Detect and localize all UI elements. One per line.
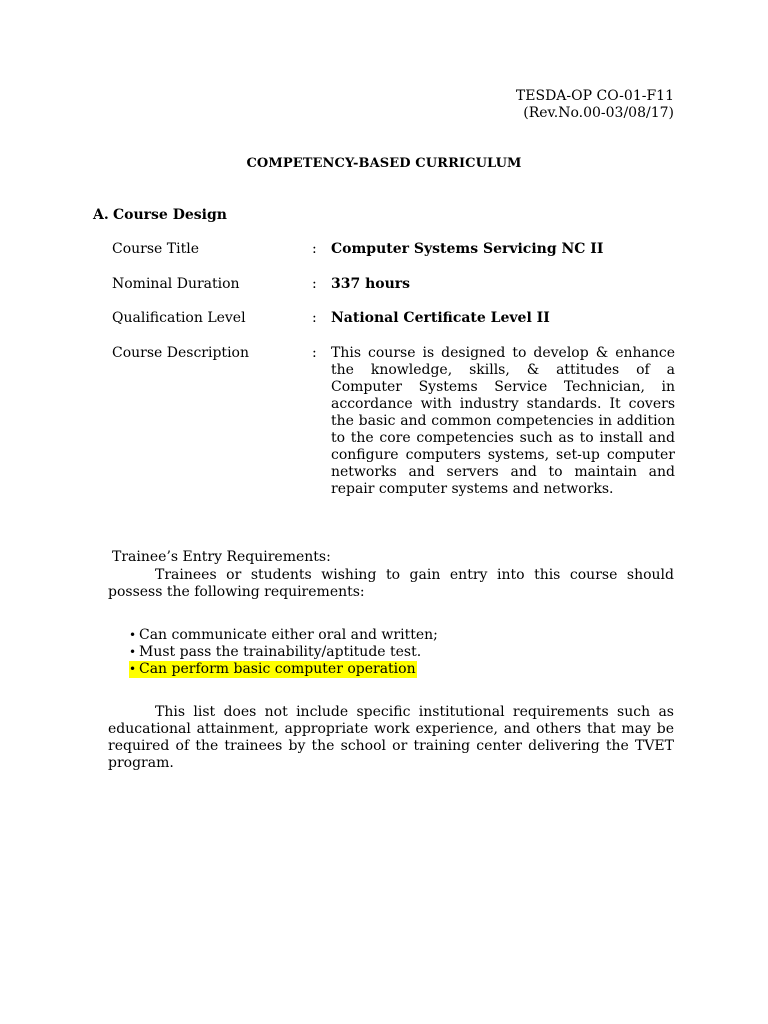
course-description-value: This course is designed to develop & enhance the knowledge, skills, & attitudes of a Computer Systems Service Technician, in accordance with industry standards. It covers the basic and common competencies in addition to the core competencies such as to install and configure computers systems, set-up computer networks and servers and to maintain and repair computer systems and networks. [331,345,675,497]
course-description-label: Course Description [112,345,249,361]
list-item-text: Can communicate either oral and written; [139,627,438,643]
list-item-text: Must pass the trainability/aptitude test. [139,644,422,660]
list-item [129,644,438,661]
list-item-text: Can perform basic computer operation [139,661,416,677]
entry-requirements-intro: Trainees or students wishing to gain entry into this course should possess the following requirements: [108,567,674,600]
qualification-level-label: Qualification Level [112,310,246,326]
qualification-level-colon: : [312,310,317,326]
bullet-icon: • [129,662,137,676]
section-marker: A. [93,207,109,223]
nominal-duration-label: Nominal Duration [112,276,240,292]
nominal-duration-value: 337 hours [331,276,411,292]
qualification-level-value: National Certificate Level II [331,310,550,326]
course-title-label: Course Title [112,241,199,257]
closing-note: This list does not include specific institutional requirements such as educational attainment, appropriate work experience, and others that may be required of the trainees by the school or training center delivering the TVET program. [108,704,674,771]
course-title-colon: : [312,241,317,257]
nominal-duration-colon: : [312,276,317,292]
course-title-value: Computer Systems Servicing NC II [331,241,604,257]
bullet-icon: • [129,645,137,659]
bullet-icon: • [129,628,137,642]
document-code [516,88,674,122]
course-description-colon: : [312,345,317,361]
section-heading [93,207,227,223]
revision-number: (Rev.No.00-03/08/17) [523,105,674,121]
entry-requirements-list [129,627,438,678]
section-heading-text: Course Design [113,207,227,223]
highlighted-list-item [129,661,417,678]
list-item [129,627,438,644]
form-code: TESDA-OP CO-01-F11 [515,88,674,104]
document-title: COMPETENCY-BASED CURRICULUM [246,156,522,171]
entry-requirements-heading: Trainee’s Entry Requirements: [112,549,331,565]
